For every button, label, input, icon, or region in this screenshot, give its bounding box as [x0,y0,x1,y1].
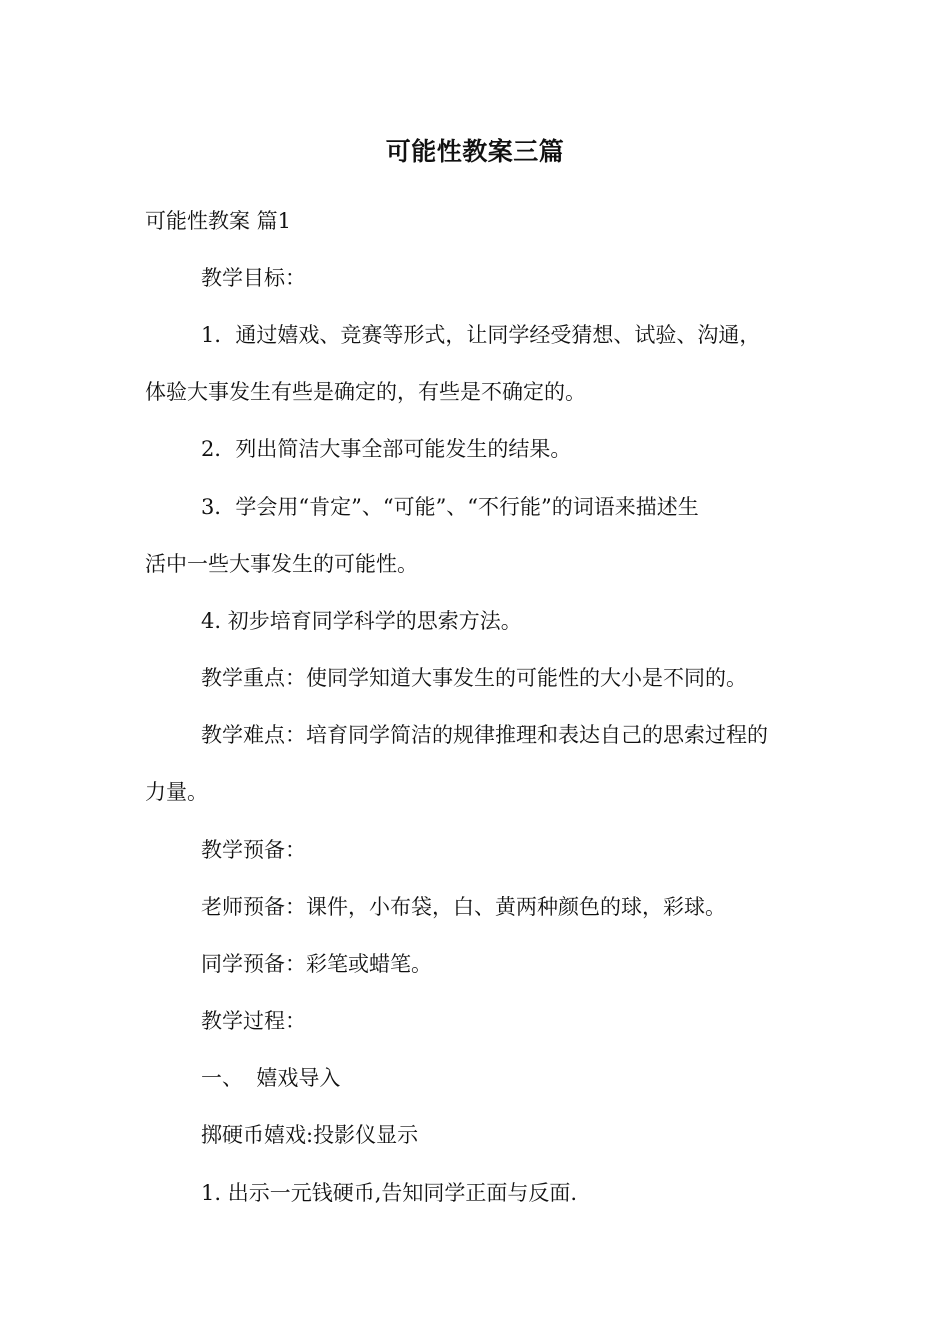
difficulty-line-1: 教学难点：培育同学简洁的规律推理和表达自己的思索过程的 [201,723,768,747]
preparation-heading: 教学预备： [201,838,306,862]
objective-4: 4. 初步培育同学科学的思索方法。 [201,609,522,633]
objective-1-line-1: 1．通过嬉戏、竞赛等形式，让同学经受猜想、试验、沟通， [201,323,761,347]
process-heading: 教学过程： [201,1009,306,1033]
objective-3-line-1: 3．学会用“肯定”、“可能”、“不行能”的词语来描述生 [201,495,699,519]
coin-game-line: 掷硬币嬉戏:投影仪显示 [201,1123,419,1147]
objectives-heading: 教学目标： [201,266,306,290]
teacher-preparation: 老师预备：课件，小布袋，白、黄两种颜色的球，彩球。 [201,895,726,919]
document-title: 可能性教案三篇 [385,137,565,166]
objective-1-line-2: 体验大事发生有些是确定的，有些是不确定的。 [145,380,586,404]
section-heading: 可能性教案 篇1 [145,209,292,233]
objective-3-line-2: 活中一些大事发生的可能性。 [145,552,418,576]
key-point: 教学重点：使同学知道大事发生的可能性的大小是不同的。 [201,666,747,690]
coin-step-1: 1. 出示一元钱硬币,告知同学正面与反面. [201,1181,578,1205]
step-1-heading: 一、 嬉戏导入 [201,1066,341,1090]
difficulty-line-2: 力量。 [145,780,208,804]
objective-2: 2．列出简洁大事全部可能发生的结果。 [201,437,572,461]
student-preparation: 同学预备：彩笔或蜡笔。 [201,952,432,976]
